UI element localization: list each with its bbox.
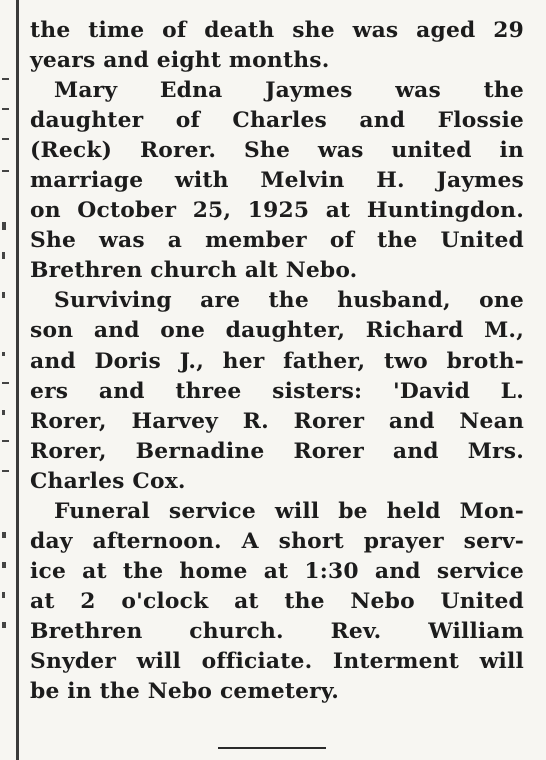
adjacent-column-fragments xyxy=(0,0,14,760)
ink-fragment xyxy=(2,470,9,472)
text-line: Snyder will officiate. Interment will xyxy=(30,648,524,674)
text-line: Brethren church alt Nebo. xyxy=(30,258,358,284)
text-line: Brethren church. Rev. William xyxy=(30,618,524,644)
paragraph-funeral xyxy=(30,497,524,707)
ink-fragment xyxy=(2,252,5,259)
text-line: marriage with Melvin H. Jaymes xyxy=(30,168,524,194)
ink-fragment xyxy=(2,108,9,110)
text-line: She was a member of the United xyxy=(30,228,524,254)
ink-fragment xyxy=(2,138,9,140)
text-line: (Reck) Rorer. She was united in xyxy=(30,138,524,164)
ink-fragment xyxy=(2,170,9,172)
paragraph-continuation xyxy=(30,16,524,76)
end-rule xyxy=(218,747,326,749)
ink-fragment xyxy=(2,382,9,384)
text-line: day afternoon. A short prayer serv- xyxy=(30,528,524,554)
text-line: Mary Edna Jaymes was the xyxy=(54,78,524,104)
ink-fragment xyxy=(2,222,6,230)
paragraph-survivors xyxy=(30,286,524,496)
ink-fragment xyxy=(2,292,5,298)
ink-fragment xyxy=(2,78,9,80)
text-line: daughter of Charles and Flossie xyxy=(30,108,524,134)
text-line: Surviving are the husband, one xyxy=(54,288,524,314)
ink-fragment xyxy=(2,410,5,415)
text-line: at 2 o'clock at the Nebo United xyxy=(30,588,524,614)
text-line: on October 25, 1925 at Huntingdon. xyxy=(30,198,524,224)
text-line: the time of death she was aged 29 xyxy=(30,18,524,43)
ink-fragment xyxy=(2,532,6,538)
text-line: Rorer, Bernadine Rorer and Mrs. xyxy=(30,438,524,464)
text-line: be in the Nebo cemetery. xyxy=(30,679,339,705)
text-line: Rorer, Harvey R. Rorer and Nean xyxy=(30,408,524,434)
text-line: and Doris J., her father, two broth- xyxy=(30,348,524,374)
ink-fragment xyxy=(2,592,5,598)
ink-fragment xyxy=(2,352,5,356)
ink-fragment xyxy=(2,622,6,628)
text-line: years and eight months. xyxy=(30,48,330,74)
text-line: son and one daughter, Richard M., xyxy=(30,318,524,344)
column-divider xyxy=(16,0,19,760)
text-line: Charles Cox. xyxy=(30,468,186,494)
text-line: ers and three sisters: 'David L. xyxy=(30,378,524,404)
text-line: ice at the home at 1:30 and service xyxy=(30,558,524,584)
ink-fragment xyxy=(2,562,6,568)
paragraph-biography xyxy=(30,76,524,286)
text-line: Funeral service will be held Mon- xyxy=(54,498,524,524)
article-column xyxy=(30,16,524,707)
ink-fragment xyxy=(2,440,9,442)
